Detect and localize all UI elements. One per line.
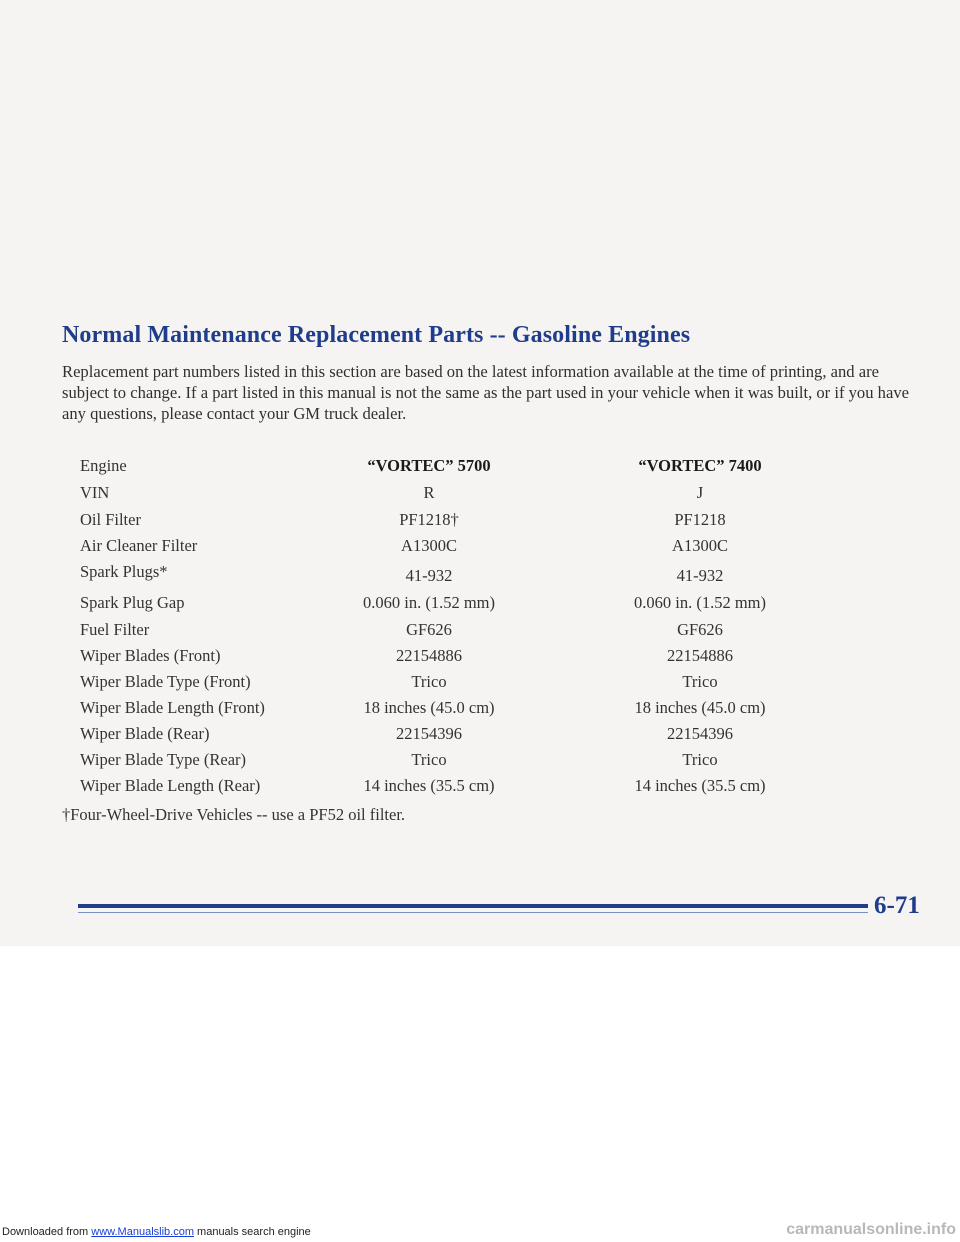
engine-7400-value: A1300C <box>672 536 728 555</box>
footer-prefix: Downloaded from <box>2 1226 92 1238</box>
engine-5700-value: 14 inches (35.5 cm) <box>363 776 495 795</box>
row-label: Spark Plugs* <box>80 562 168 581</box>
row-label: Spark Plug Gap <box>80 593 185 612</box>
engine-7400-value: 0.060 in. (1.52 mm) <box>634 593 766 612</box>
row-label: Wiper Blade (Rear) <box>80 724 210 743</box>
engine-5700-header: “VORTEC” 5700 <box>367 456 491 475</box>
engine-5700-value: 22154396 <box>396 724 462 743</box>
row-label: VIN <box>80 483 110 502</box>
engine-7400-value: 18 inches (45.0 cm) <box>634 698 766 717</box>
engine-7400-value: 41-932 <box>676 566 724 585</box>
watermark: carmanualsonline.info <box>786 1221 956 1238</box>
manualslib-link[interactable]: www.Manualslib.com <box>91 1226 194 1238</box>
engine-7400-value: J <box>696 483 704 502</box>
table-row <box>0 620 960 646</box>
row-label: Oil Filter <box>80 510 141 529</box>
engine-5700-value: 41-932 <box>405 566 453 585</box>
table-row <box>0 750 960 776</box>
table-row <box>0 646 960 672</box>
table-row <box>0 698 960 724</box>
engine-5700-value: 22154886 <box>396 646 462 665</box>
row-label: Fuel Filter <box>80 620 150 639</box>
footnote: †Four-Wheel-Drive Vehicles -- use a PF52 oil filter. <box>62 805 406 824</box>
table-row <box>0 776 960 802</box>
table-row <box>0 724 960 750</box>
table-row <box>0 483 960 509</box>
engine-7400-value: GF626 <box>677 620 723 639</box>
engine-5700-value: R <box>423 483 435 502</box>
engine-5700-value: PF1218† <box>399 510 459 529</box>
engine-7400-value: 22154396 <box>667 724 733 743</box>
engine-7400-value: PF1218 <box>674 510 726 529</box>
row-label: Wiper Blade Length (Rear) <box>80 776 261 795</box>
row-label: Engine <box>80 456 127 475</box>
engine-7400-value: 14 inches (35.5 cm) <box>634 776 766 795</box>
row-label: Wiper Blade Type (Front) <box>80 672 251 691</box>
table-header-row <box>0 456 960 482</box>
footer-rule <box>78 904 868 908</box>
page-number: 6-71 <box>874 892 920 919</box>
footer-rule-thin <box>78 912 868 913</box>
table-row <box>0 562 960 588</box>
engine-5700-value: GF626 <box>406 620 452 639</box>
intro-paragraph: Replacement part numbers listed in this section are based on the latest information available at the time of printing, and are subject to change. If a part listed in this manual is not the same as the part used in your vehicle when it was built, or if you have any questions, please contact your GM truck dealer. <box>62 362 909 423</box>
download-footer <box>2 1226 311 1238</box>
engine-7400-value: Trico <box>682 672 718 691</box>
row-label: Wiper Blade Type (Rear) <box>80 750 247 769</box>
row-label: Air Cleaner Filter <box>80 536 198 555</box>
engine-5700-value: 18 inches (45.0 cm) <box>363 698 495 717</box>
footer-suffix: manuals search engine <box>193 1226 311 1238</box>
table-row <box>0 510 960 536</box>
engine-5700-value: 0.060 in. (1.52 mm) <box>363 593 495 612</box>
engine-5700-value: A1300C <box>401 536 457 555</box>
table-row <box>0 536 960 562</box>
engine-7400-value: 22154886 <box>667 646 733 665</box>
table-row <box>0 593 960 619</box>
row-label: Wiper Blade Length (Front) <box>80 698 265 717</box>
section-title: Normal Maintenance Replacement Parts -- Gasoline Engines <box>62 322 691 348</box>
row-label: Wiper Blades (Front) <box>80 646 221 665</box>
table-row <box>0 672 960 698</box>
engine-5700-value: Trico <box>411 750 447 769</box>
engine-7400-header: “VORTEC” 7400 <box>638 456 762 475</box>
engine-7400-value: Trico <box>682 750 718 769</box>
engine-5700-value: Trico <box>411 672 447 691</box>
